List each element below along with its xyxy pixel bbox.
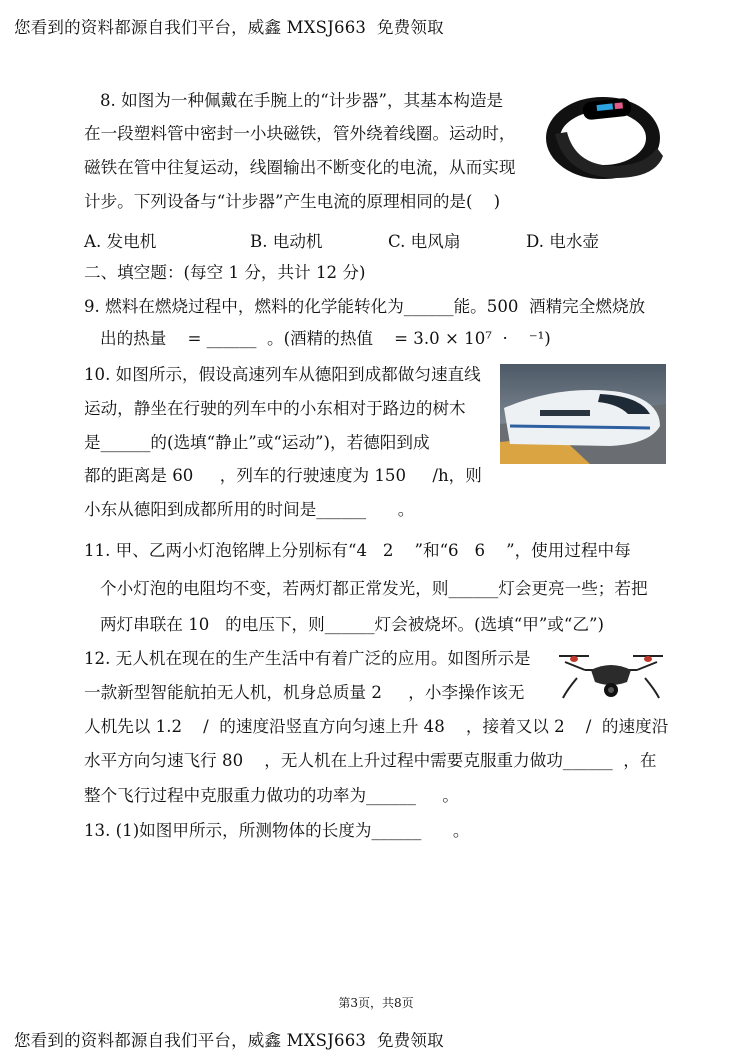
q10-line-3: 是______的(选填“静止”或“运动”)，若德阳到成 [84, 433, 430, 452]
header-watermark: 您看到的资料都源自我们平台，威鑫 MXSJ663 免费领取 [14, 18, 444, 37]
q9-line-2: 出的热量 = ______ 。(酒精的热值 = 3.0 × 10⁷ · ⁻¹) [100, 329, 551, 348]
q12-line-1: 12. 无人机在现在的生产生活中有着广泛的应用。如图所示是 [84, 649, 531, 668]
q8-line-4: 计步。下列设备与“计步器”产生电流的原理相同的是( ) [84, 192, 501, 211]
q10-line-1: 10. 如图所示，假设高速列车从德阳到成都做匀速直线 [84, 365, 481, 384]
q9-line-1: 9. 燃料在燃烧过程中，燃料的化学能转化为______能。500 酒精完全燃烧放 [84, 297, 646, 316]
q8-line-1: 8. 如图为一种佩戴在手腕上的“计步器”，其基本构造是 [100, 91, 504, 110]
q12-line-3: 人机先以 1.2 / 的速度沿竖直方向匀速上升 48 ，接着又以 2 / 的速度沿 [84, 717, 669, 736]
q13-line-1: 13. (1)如图甲所示，所测物体的长度为______ 。 [84, 821, 470, 840]
q11-line-1: 11. 甲、乙两小灯泡铭牌上分别标有“4 2 ”和“6 6 ”，使用过程中每 [84, 541, 631, 560]
page-number: 第3页，共8页 [338, 996, 414, 1010]
q10-line-4: 都的距离是 60 ，列车的行驶速度为 150 /h，则 [84, 466, 482, 485]
q8-line-3: 磁铁在管中往复运动，线圈输出不断变化的电流，从而实现 [84, 158, 516, 177]
q12-line-2: 一款新型智能航拍无人机，机身总质量 2 ，小李操作该无 [84, 683, 525, 702]
q12-line-4: 水平方向匀速飞行 80 ，无人机在上升过程中需要克服重力做功______ ，在 [84, 751, 657, 770]
q10-line-2: 运动，静坐在行驶的列车中的小东相对于路边的树木 [84, 399, 466, 418]
q8-option-c: C. 电风扇 [388, 232, 461, 251]
footer-watermark: 您看到的资料都源自我们平台，威鑫 MXSJ663 免费领取 [14, 1031, 444, 1050]
section-title-fill-in: 二、填空题：(每空 1 分，共计 12 分) [84, 263, 366, 282]
q8-line-2: 在一段塑料管中密封一小块磁铁，管外绕着线圈。运动时， [84, 124, 516, 143]
drone-image [555, 648, 667, 706]
q10-line-5: 小东从德阳到成都所用的时间是______ 。 [84, 500, 415, 519]
pedometer-image [545, 86, 667, 186]
q8-option-a: A. 发电机 [84, 232, 157, 251]
q11-line-3: 两灯串联在 10 的电压下，则______灯会被烧坏。(选填“甲”或“乙”) [100, 615, 604, 634]
q11-line-2: 个小灯泡的电阻均不变，若两灯都正常发光，则______灯会更亮一些；若把 [100, 579, 648, 598]
q8-option-d: D. 电水壶 [526, 232, 600, 251]
q12-line-5: 整个飞行过程中克服重力做功的功率为______ 。 [84, 786, 459, 805]
q8-option-b: B. 电动机 [250, 232, 323, 251]
high-speed-train-image [500, 364, 666, 464]
